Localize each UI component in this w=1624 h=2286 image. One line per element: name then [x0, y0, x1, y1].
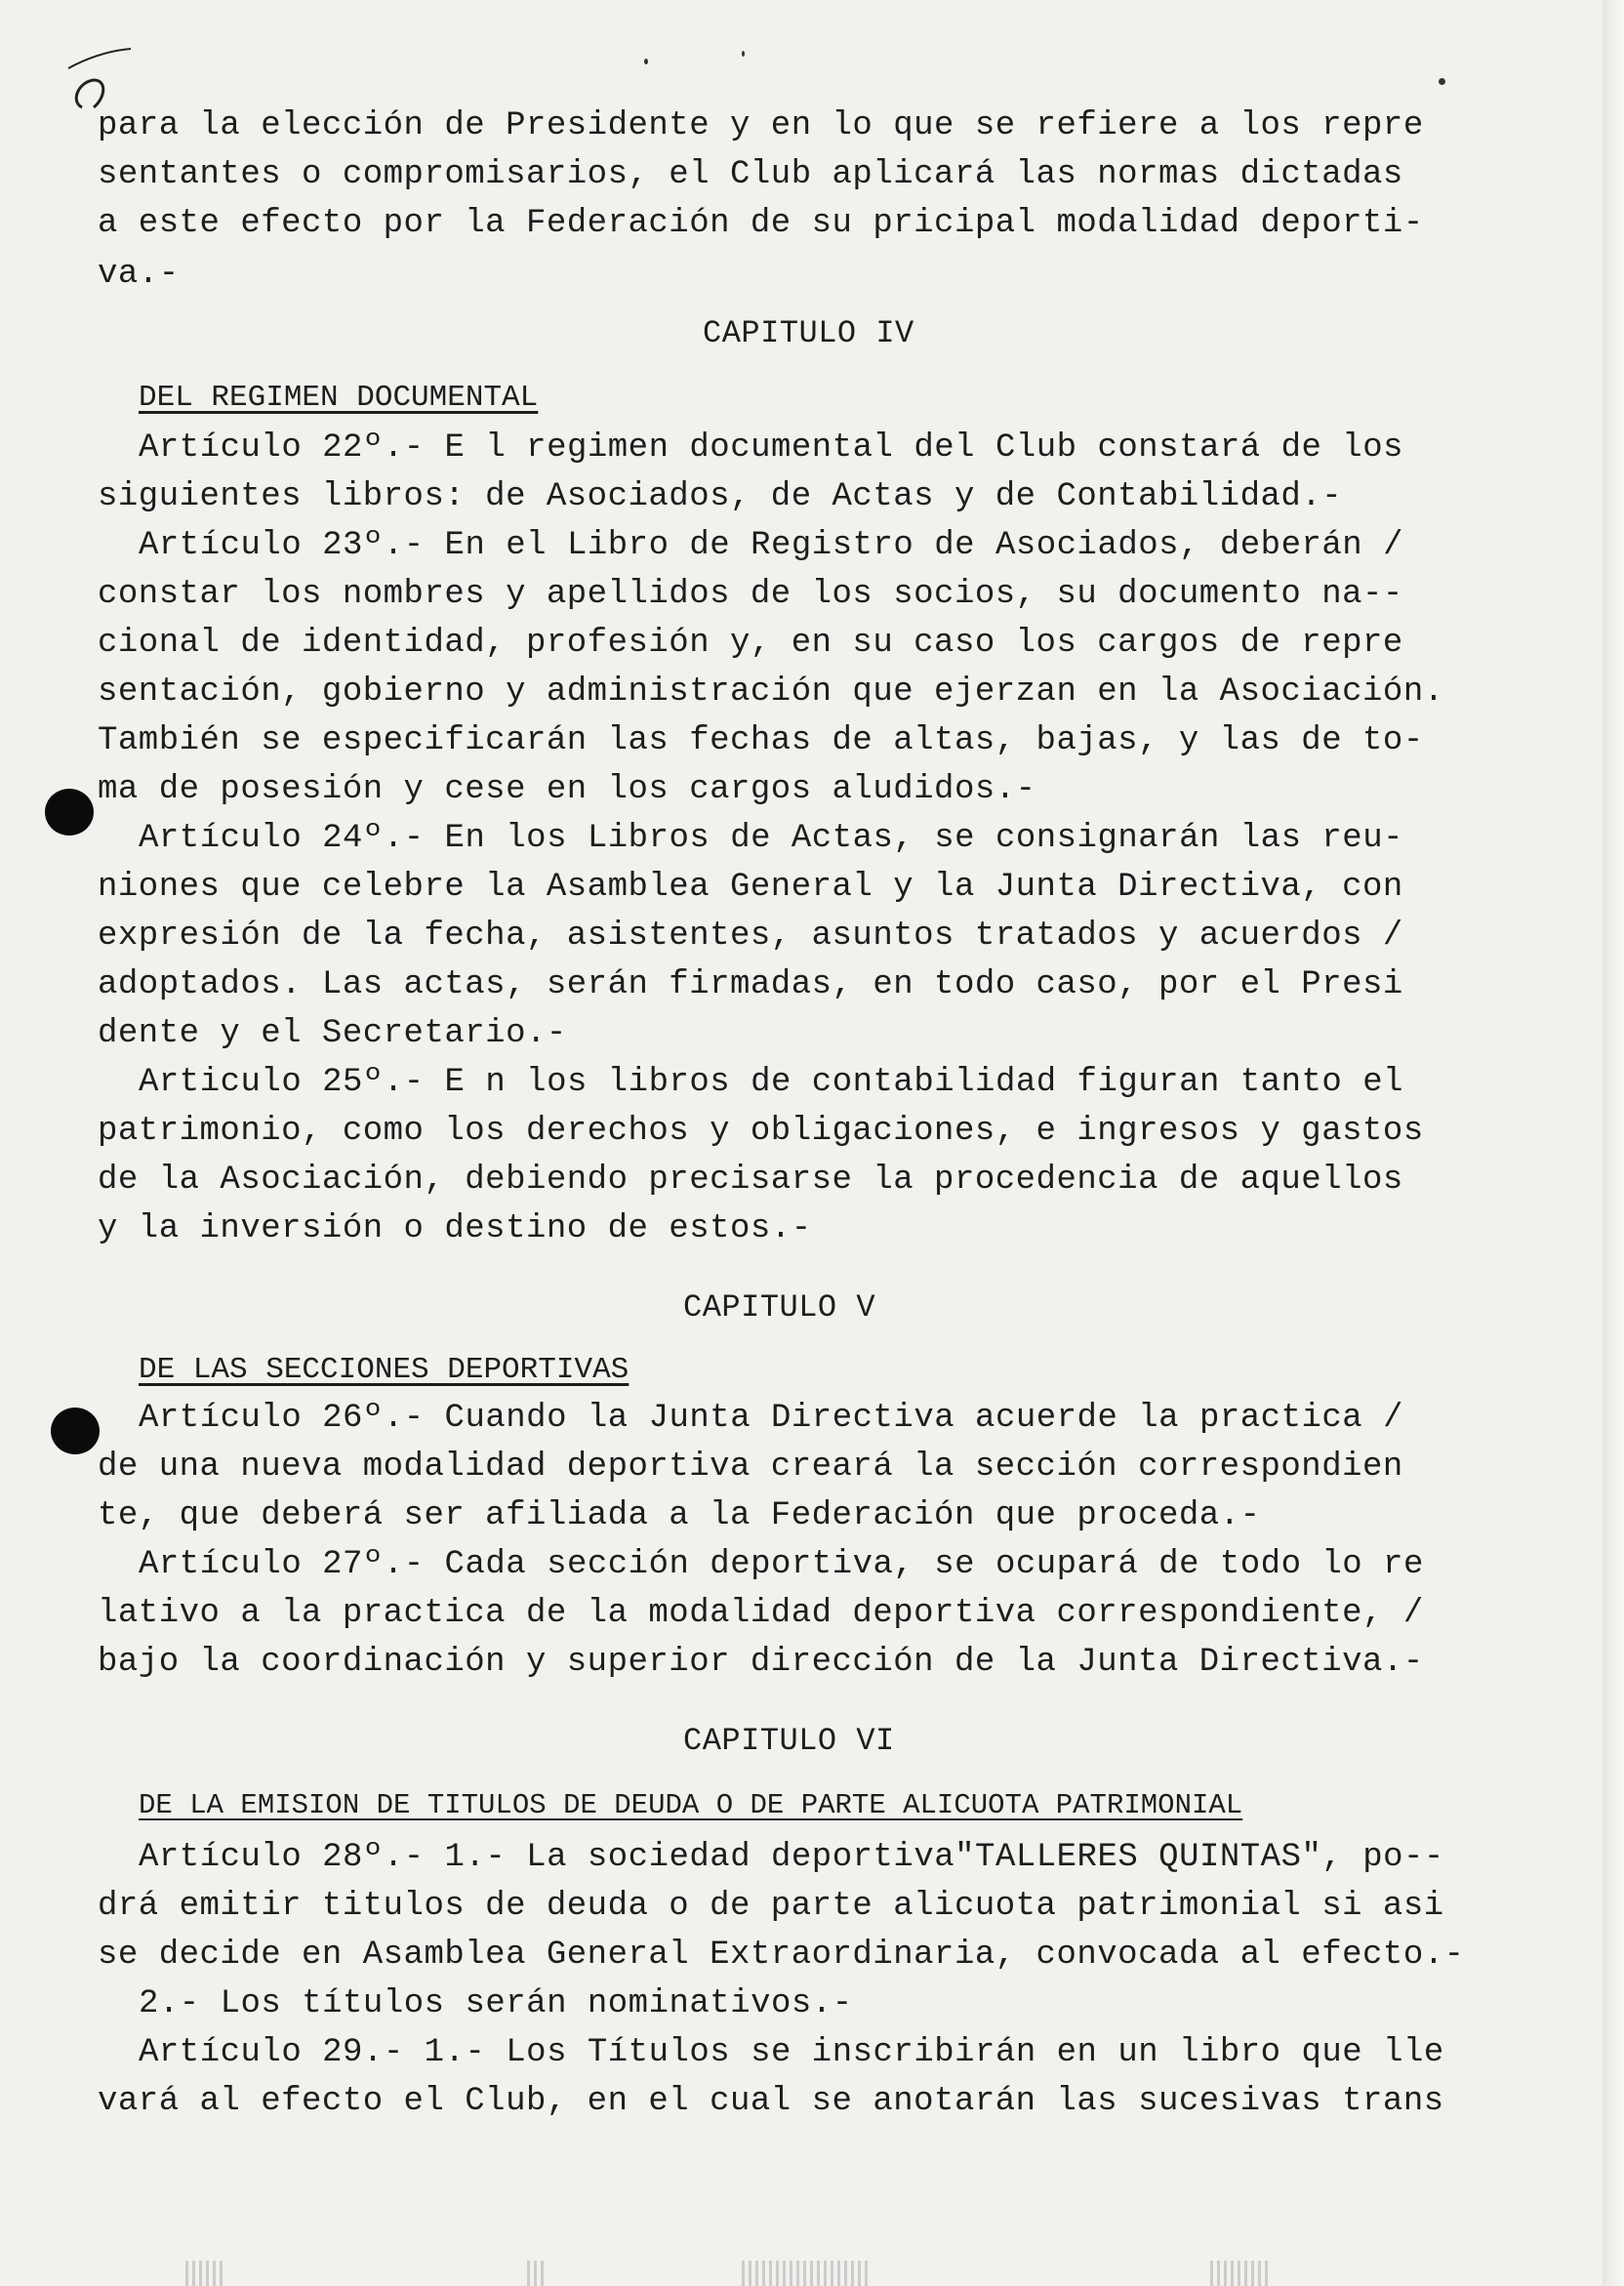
text-line: sentación, gobierno y administración que ejerzan en la Asociación. [98, 674, 1444, 711]
scan-speck [1439, 78, 1445, 85]
text-line: lativo a la practica de la modalidad deportiva correspondiente, / [98, 1595, 1424, 1632]
text-line: Artículo 29.- 1.- Los Títulos se inscribirán en un libro que lle [139, 2034, 1444, 2071]
page-edge [1603, 0, 1624, 2286]
scan-noise [742, 2261, 869, 2286]
text-line: cional de identidad, profesión y, en su caso los cargos de repre [98, 625, 1403, 662]
scan-noise [527, 2261, 547, 2286]
text-line: te, que deberá ser afiliada a la Federación que proceda.- [98, 1497, 1261, 1534]
chapter-title: CAPITULO V [683, 1289, 876, 1326]
text-line: Artículo 24º.- En los Libros de Actas, se consignarán las reu- [139, 820, 1404, 857]
text-line: a este efecto por la Federación de su pricipal modalidad deporti- [98, 205, 1424, 242]
text-line: constar los nombres y apellidos de los socios, su documento na-- [98, 576, 1403, 613]
text-line: adoptados. Las actas, serán firmadas, en todo caso, por el Presi [98, 966, 1403, 1003]
text-line: se decide en Asamblea General Extraordinaria, convocada al efecto.- [98, 1937, 1465, 1974]
margin-mark-text: 0 [66, 103, 68, 106]
chapter-subtitle: DE LAS SECCIONES DEPORTIVAS [139, 1353, 629, 1387]
punch-hole-top [45, 789, 94, 836]
text-line: niones que celebre la Asamblea General y la Junta Directiva, con [98, 869, 1403, 906]
chapter-subtitle: DE LA EMISION DE TITULOS DE DEUDA O DE PARTE ALICUOTA PATRIMONIAL [139, 1789, 1243, 1821]
text-line: bajo la coordinación y superior dirección de la Junta Directiva.- [98, 1644, 1424, 1681]
text-line: para la elección de Presidente y en lo que se refiere a los repre [98, 107, 1424, 144]
text-line: 2.- Los títulos serán nominativos.- [139, 1985, 853, 2022]
text-line: patrimonio, como los derechos y obligaciones, e ingresos y gastos [98, 1113, 1424, 1150]
text-line: Articulo 25º.- E n los libros de contabilidad figuran tanto el [139, 1064, 1404, 1101]
scan-noise [1210, 2261, 1269, 2286]
text-line: siguientes libros: de Asociados, de Actas y de Contabilidad.- [98, 478, 1343, 515]
text-line: dente y el Secretario.- [98, 1015, 567, 1052]
text-line: vará al efecto el Club, en el cual se anotarán las sucesivas trans [98, 2083, 1444, 2120]
text-line: expresión de la fecha, asistentes, asuntos tratados y acuerdos / [98, 918, 1403, 955]
text-line: Artículo 22º.- E l regimen documental del Club constará de los [139, 429, 1404, 467]
scan-speck [742, 51, 745, 57]
text-line: También se especificarán las fechas de altas, bajas, y las de to- [98, 722, 1424, 759]
text-line: de una nueva modalidad deportiva creará la sección correspondien [98, 1449, 1403, 1486]
text-line: y la inversión o destino de estos.- [98, 1210, 812, 1247]
text-line: de la Asociación, debiendo precisarse la procedencia de aquellos [98, 1162, 1403, 1199]
text-line: ma de posesión y cese en los cargos aludidos.- [98, 771, 1036, 808]
chapter-title: CAPITULO IV [703, 315, 914, 351]
text-line: sentantes o compromisarios, el Club aplicará las normas dictadas [98, 156, 1403, 193]
scan-noise [185, 2261, 224, 2286]
chapter-subtitle: DEL REGIMEN DOCUMENTAL [139, 381, 539, 415]
scan-speck [644, 59, 648, 64]
text-line: drá emitir titulos de deuda o de parte alicuota patrimonial si asi [98, 1888, 1444, 1925]
punch-hole-bottom [51, 1408, 100, 1454]
text-line: Artículo 28º.- 1.- La sociedad deportiva"TALLERES QUINTAS", po-- [139, 1839, 1444, 1876]
text-line: Artículo 26º.- Cuando la Junta Directiva acuerde la practica / [139, 1400, 1404, 1437]
text-line: va.- [98, 256, 180, 293]
text-line: Artículo 27º.- Cada sección deportiva, se ocupará de todo lo re [139, 1546, 1424, 1583]
text-line: Artículo 23º.- En el Libro de Registro de Asociados, deberán / [139, 527, 1404, 564]
chapter-title: CAPITULO VI [683, 1723, 895, 1759]
